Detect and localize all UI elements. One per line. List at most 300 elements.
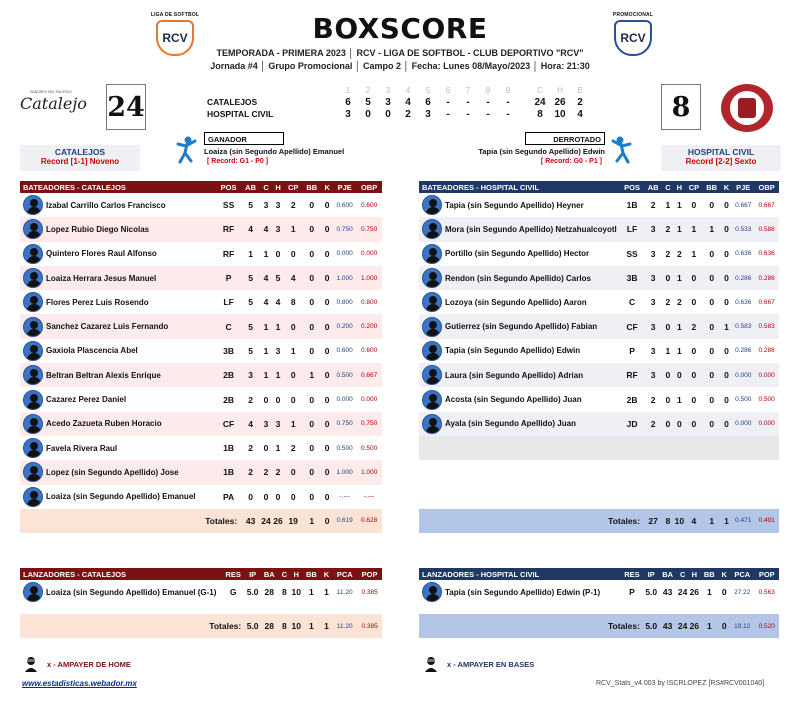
player-name: Mora (sin Segundo Apellido) Netzahualcoyotl bbox=[445, 224, 617, 234]
player-avatar-icon bbox=[422, 365, 442, 385]
player-row bbox=[20, 387, 382, 411]
stat-cell: 2 bbox=[275, 467, 281, 478]
player-row bbox=[20, 339, 382, 363]
player-name: Tapia (sin Segundo Apellido) Edwin bbox=[445, 346, 581, 356]
rhe-value: 8 bbox=[537, 108, 543, 120]
stat-cell: 0 bbox=[709, 273, 715, 284]
stat-cell: 0 bbox=[290, 321, 296, 332]
totals-value: 0.491 bbox=[758, 517, 775, 525]
inning-runs: - bbox=[486, 96, 490, 108]
inning-number: 1 bbox=[345, 86, 351, 95]
stat-cell: 0 bbox=[309, 491, 315, 502]
stat-cell: 4 bbox=[263, 273, 269, 284]
stat-cell: 2 bbox=[677, 297, 682, 308]
stat-cell: 0.800 bbox=[360, 298, 378, 306]
totals-value: 5.0 bbox=[645, 621, 658, 632]
inning-runs: 2 bbox=[405, 108, 411, 120]
stat-cell: 2B bbox=[223, 370, 235, 381]
totals-value: 4 bbox=[691, 515, 697, 526]
inning-runs: 3 bbox=[425, 108, 431, 120]
stat-cell: 8 bbox=[282, 587, 287, 598]
totals-value: 1 bbox=[309, 621, 314, 632]
column-header: BB bbox=[302, 568, 321, 580]
column-header: BB bbox=[302, 181, 321, 193]
stat-cell: 0.636 bbox=[758, 250, 775, 258]
pitching-table-home bbox=[20, 568, 382, 638]
stat-cell: 1B bbox=[223, 443, 235, 454]
stat-cell: 0 bbox=[324, 370, 330, 381]
stat-cell: 0 bbox=[324, 297, 330, 308]
stat-cell: 1 bbox=[677, 394, 682, 405]
player-name: Lozoya (sin Segundo Apellido) Aaron bbox=[445, 297, 587, 307]
loser-label: DERROTADO bbox=[525, 132, 605, 145]
totals-value: 0 bbox=[324, 515, 330, 526]
stat-cell: 0 bbox=[709, 418, 715, 429]
totals-value: 19.12 bbox=[734, 622, 751, 630]
player-photo bbox=[419, 387, 445, 411]
stat-cell: 4 bbox=[275, 297, 281, 308]
stat-cell: 0 bbox=[691, 394, 697, 405]
player-avatar-icon bbox=[422, 195, 442, 215]
inning-runs: - bbox=[486, 108, 490, 120]
stat-cell: RF bbox=[222, 248, 235, 259]
inning-number: 2 bbox=[365, 86, 371, 95]
stat-cell: 2 bbox=[665, 224, 671, 235]
stat-cell: 0.800 bbox=[336, 298, 353, 306]
column-header: RES bbox=[221, 568, 245, 580]
catalejo-logo: SABORES DEL PACIFICO Catalejo bbox=[20, 90, 87, 113]
stat-cell: 0 bbox=[691, 345, 697, 356]
stat-cell: 0.500 bbox=[336, 371, 353, 379]
stat-cell: 1 bbox=[677, 321, 682, 332]
player-avatar-icon bbox=[23, 195, 43, 215]
stat-cell: 2 bbox=[248, 467, 253, 478]
totals-value: 5.0 bbox=[246, 621, 259, 632]
stat-cell: 0.533 bbox=[735, 225, 752, 233]
player-row bbox=[419, 242, 779, 266]
player-avatar-icon bbox=[23, 390, 43, 410]
stat-cell: 0 bbox=[724, 248, 729, 259]
winner-name: Loaiza (sin Segundo Apellido) Emanuel bbox=[204, 147, 345, 156]
rhe-value: 4 bbox=[577, 108, 583, 120]
batting-table-home bbox=[20, 181, 382, 533]
player-avatar-icon bbox=[422, 268, 442, 288]
stat-cell: 0 bbox=[309, 224, 315, 235]
pitcher-icon bbox=[174, 135, 200, 165]
inning-number: 3 bbox=[385, 86, 391, 95]
stat-cell: LF bbox=[223, 297, 234, 308]
totals-label: Totales: bbox=[205, 515, 238, 526]
totals-value: 26 bbox=[273, 515, 283, 526]
player-photo bbox=[20, 412, 46, 436]
player-photo bbox=[20, 485, 46, 509]
column-header: C bbox=[260, 181, 272, 193]
stat-cell: 0.500 bbox=[735, 396, 752, 404]
season-line: TEMPORADA - PRIMERA 2023 │ RCV - LIGA DE SOFTBOL - CLUB DEPORTIVO "RCV" bbox=[216, 48, 584, 58]
linescore bbox=[207, 86, 607, 120]
column-header: OBP bbox=[754, 181, 779, 193]
linescore-team: CATALEJOS bbox=[207, 97, 258, 107]
stat-cell: 0 bbox=[691, 370, 697, 381]
column-header: C bbox=[677, 568, 689, 580]
table-title: LANZADORES - HOSPITAL CIVIL bbox=[419, 568, 620, 580]
stat-cell: 27.22 bbox=[734, 588, 751, 596]
column-header: C bbox=[279, 568, 291, 580]
player-name: Flores Perez Luis Rosendo bbox=[46, 297, 149, 307]
column-header: CP bbox=[284, 181, 302, 193]
player-row bbox=[20, 266, 382, 290]
player-row bbox=[20, 485, 382, 509]
stat-cell: 3 bbox=[263, 200, 269, 211]
umpire-icon bbox=[424, 656, 438, 672]
pitcher-name: Tapia (sin Segundo Apellido) Edwin (P-1) bbox=[445, 587, 601, 597]
stat-cell: 11.20 bbox=[336, 588, 353, 596]
column-header: IP bbox=[644, 568, 659, 580]
player-photo bbox=[419, 266, 445, 290]
stat-cell: 0.000 bbox=[336, 396, 353, 404]
stat-cell: 5 bbox=[248, 321, 253, 332]
stat-cell: 0.600 bbox=[336, 347, 353, 355]
stat-cell: 43 bbox=[662, 587, 673, 598]
player-name: Favela Rivera Raul bbox=[46, 443, 118, 453]
stat-cell: 3 bbox=[650, 321, 656, 332]
stat-cell: 0 bbox=[677, 370, 682, 381]
player-avatar-icon bbox=[422, 219, 442, 239]
stat-cell: SS bbox=[626, 248, 638, 259]
website-link[interactable]: www.estadisticas.webador.mx bbox=[22, 679, 137, 688]
player-photo bbox=[20, 580, 46, 604]
game-info-line: Jornada #4 │ Grupo Promocional │ Campo 2 │ Fecha: Lunes 08/Mayo/2023 │ Hora: 21:30 bbox=[210, 61, 590, 71]
stat-cell: 0 bbox=[709, 297, 715, 308]
column-header: K bbox=[721, 181, 732, 193]
stat-cell: 0.500 bbox=[758, 396, 775, 404]
player-avatar-icon bbox=[422, 244, 442, 264]
stat-cell: 0.667 bbox=[758, 201, 775, 209]
stat-cell: 0 bbox=[275, 394, 281, 405]
stat-cell: 0.667 bbox=[758, 298, 775, 306]
stat-cell: 0.200 bbox=[360, 323, 378, 331]
stat-cell: 0 bbox=[290, 394, 296, 405]
stat-cell: JD bbox=[626, 418, 638, 429]
stat-cell: 2B bbox=[223, 394, 235, 405]
stat-cell: 2 bbox=[665, 248, 671, 259]
stat-cell: 1 bbox=[724, 321, 729, 332]
player-row bbox=[419, 363, 779, 387]
stat-cell: 3 bbox=[275, 200, 281, 211]
table-header-row bbox=[419, 568, 779, 580]
pitcher-row bbox=[20, 580, 382, 604]
table-title: BATEADORES - HOSPITAL CIVIL bbox=[419, 181, 620, 193]
stat-cell: 0.000 bbox=[735, 420, 752, 428]
player-name: Gutierrez (sin Segundo Apellido) Fabian bbox=[445, 322, 598, 332]
player-name: Rendon (sin Segundo Apellido) Carlos bbox=[445, 273, 591, 283]
stat-cell: 0 bbox=[290, 467, 296, 478]
inning-runs: 5 bbox=[365, 96, 371, 108]
pitcher-row bbox=[419, 580, 779, 604]
player-row bbox=[20, 412, 382, 436]
column-header: RES bbox=[620, 568, 644, 580]
player-row bbox=[20, 460, 382, 484]
stat-cell: 0.000 bbox=[758, 371, 775, 379]
stat-cell: 0.563 bbox=[758, 588, 775, 596]
totals-row bbox=[419, 614, 779, 638]
stat-cell: 5 bbox=[248, 297, 253, 308]
player-name: Acosta (sin Segundo Apellido) Juan bbox=[445, 395, 582, 405]
stat-cell: 0 bbox=[324, 491, 330, 502]
stat-cell: 0 bbox=[665, 370, 671, 381]
totals-value: 43 bbox=[662, 621, 673, 632]
stat-cell: 0.583 bbox=[735, 323, 752, 331]
stat-cell: 1 bbox=[665, 200, 671, 211]
player-avatar-icon bbox=[23, 317, 43, 337]
column-header: POP bbox=[755, 568, 779, 580]
away-team-card: HOSPITAL CIVIL Record [2-2] Sexto bbox=[661, 145, 781, 171]
stat-cell: 2 bbox=[290, 200, 296, 211]
player-avatar-icon bbox=[23, 292, 43, 312]
player-photo bbox=[20, 339, 46, 363]
rhe-header: E bbox=[577, 86, 583, 95]
stat-cell: 0 bbox=[324, 273, 330, 284]
stat-cell: 5 bbox=[248, 273, 253, 284]
player-photo bbox=[419, 580, 445, 604]
stat-cell: 1 bbox=[263, 248, 269, 259]
stat-cell: 0.667 bbox=[360, 371, 378, 379]
winner-label: GANADOR bbox=[204, 132, 284, 145]
stat-cell: 2 bbox=[650, 418, 656, 429]
stat-cell: 0 bbox=[691, 418, 697, 429]
player-photo bbox=[419, 363, 445, 387]
inning-runs: - bbox=[506, 96, 510, 108]
stat-cell: 1 bbox=[691, 248, 697, 259]
stat-cell: 1B bbox=[223, 467, 235, 478]
stat-cell: 10 bbox=[291, 587, 301, 598]
stat-cell: -.--- bbox=[339, 493, 350, 501]
stat-cell: 0.286 bbox=[758, 347, 775, 355]
player-avatar-icon bbox=[422, 390, 442, 410]
player-photo bbox=[419, 314, 445, 338]
stat-cell: 0 bbox=[665, 394, 671, 405]
table-title: BATEADORES - CATALEJOS bbox=[20, 181, 216, 193]
stat-cell: 0.500 bbox=[336, 444, 353, 452]
stat-cell: -.--- bbox=[363, 493, 375, 501]
player-avatar-icon bbox=[23, 219, 43, 239]
stat-cell: 1 bbox=[706, 587, 712, 598]
column-header: H bbox=[674, 181, 686, 193]
stat-cell: 0 bbox=[724, 297, 729, 308]
totals-value: 1 bbox=[706, 621, 712, 632]
stat-cell: 0 bbox=[309, 418, 315, 429]
totals-value: 0.520 bbox=[758, 622, 775, 630]
stat-cell: 0 bbox=[709, 200, 715, 211]
stat-cell: 0 bbox=[677, 418, 682, 429]
stat-cell: 0 bbox=[275, 248, 281, 259]
player-name: Quintero Flores Raul Alfonso bbox=[46, 249, 157, 259]
stat-cell: 1 bbox=[691, 224, 697, 235]
player-avatar-icon bbox=[23, 341, 43, 361]
player-avatar-icon bbox=[23, 462, 43, 482]
stat-cell: 0 bbox=[709, 394, 715, 405]
stat-cell: 0 bbox=[263, 443, 269, 454]
stat-cell: 8 bbox=[290, 297, 296, 308]
player-name: Lopez Rubio Diego Nicolas bbox=[46, 224, 150, 234]
column-header: BB bbox=[703, 181, 721, 193]
stat-cell: 3 bbox=[650, 345, 656, 356]
stat-cell: RF bbox=[222, 224, 235, 235]
winner-record: [ Record: G1 - P0 ] bbox=[207, 158, 269, 165]
stat-cell: 3 bbox=[263, 418, 269, 429]
stat-cell: 0 bbox=[665, 273, 671, 284]
stat-cell: 0 bbox=[724, 200, 729, 211]
stat-cell: 0 bbox=[248, 491, 253, 502]
stat-cell: 5.0 bbox=[645, 587, 658, 598]
stat-cell: P bbox=[629, 587, 635, 598]
player-name: Acedo Zazueta Ruben Horacio bbox=[46, 419, 162, 429]
stat-cell: CF bbox=[222, 418, 235, 429]
rhe-value: 24 bbox=[534, 96, 546, 108]
stat-cell: 0 bbox=[309, 248, 315, 259]
stat-cell: 0.000 bbox=[360, 396, 378, 404]
linescore-team: HOSPITAL CIVIL bbox=[207, 109, 274, 119]
stat-cell: 0.750 bbox=[336, 225, 353, 233]
stat-cell: 0.600 bbox=[336, 201, 353, 209]
stat-cell: 0.000 bbox=[735, 371, 752, 379]
stat-cell: 0 bbox=[309, 443, 315, 454]
totals-row bbox=[20, 509, 382, 533]
totals-value: 0 bbox=[721, 621, 727, 632]
stat-cell: 0 bbox=[309, 467, 315, 478]
stat-cell: 0.286 bbox=[735, 274, 752, 282]
stat-cell: 1 bbox=[324, 587, 329, 598]
totals-row bbox=[419, 509, 779, 533]
stat-cell: 5 bbox=[248, 200, 253, 211]
stat-cell: 1 bbox=[665, 345, 671, 356]
stat-cell: 3 bbox=[248, 370, 253, 381]
stat-cell: 0.750 bbox=[360, 420, 378, 428]
player-name: Cazarez Perez Daniel bbox=[46, 395, 127, 405]
inning-number: 7 bbox=[465, 86, 471, 95]
stat-cell: 26 bbox=[689, 587, 700, 598]
stat-cell: 0 bbox=[324, 394, 330, 405]
column-header: IP bbox=[245, 568, 260, 580]
stat-cell: 0.286 bbox=[735, 347, 752, 355]
stat-cell: 0 bbox=[309, 273, 315, 284]
stat-cell: 2B bbox=[626, 394, 638, 405]
rhe-value: 10 bbox=[554, 108, 566, 120]
column-header: POS bbox=[620, 181, 644, 193]
home-team-card: CATALEJOS Record [1-1] Noveno bbox=[20, 145, 140, 171]
player-row bbox=[419, 217, 779, 241]
column-header: C bbox=[662, 181, 673, 193]
stat-cell: 0 bbox=[263, 394, 269, 405]
totals-value: 1 bbox=[724, 515, 729, 526]
column-header: BA bbox=[659, 568, 677, 580]
stat-cell: 1 bbox=[290, 345, 296, 356]
totals-value: 24 bbox=[261, 515, 271, 526]
player-row bbox=[20, 193, 382, 217]
stat-cell: 1 bbox=[290, 418, 296, 429]
player-row bbox=[419, 193, 779, 217]
player-avatar-icon bbox=[23, 414, 43, 434]
column-header: H bbox=[290, 568, 302, 580]
column-header: POP bbox=[357, 568, 382, 580]
linescore-row bbox=[207, 108, 607, 120]
hospital-civil-logo-icon bbox=[721, 84, 773, 132]
stat-cell: 0 bbox=[691, 200, 697, 211]
stat-cell: 2 bbox=[650, 200, 656, 211]
stat-cell: 3 bbox=[650, 273, 656, 284]
rcv-shield-icon: RCV bbox=[614, 20, 652, 56]
player-name: Loaiza Herrara Jesus Manuel bbox=[46, 273, 157, 283]
player-photo bbox=[419, 217, 445, 241]
stat-cell: 4 bbox=[248, 224, 253, 235]
totals-value: 24 bbox=[677, 621, 688, 632]
player-photo bbox=[20, 387, 46, 411]
player-photo bbox=[20, 460, 46, 484]
player-avatar-icon bbox=[422, 341, 442, 361]
totals-value: 0.619 bbox=[336, 517, 353, 525]
stat-cell: C bbox=[628, 297, 636, 308]
column-header: K bbox=[321, 568, 333, 580]
player-row bbox=[419, 290, 779, 314]
totals-value: 1 bbox=[709, 515, 715, 526]
player-photo bbox=[20, 266, 46, 290]
stat-cell: 0 bbox=[709, 345, 715, 356]
stat-cell: 24 bbox=[677, 587, 688, 598]
player-row bbox=[419, 266, 779, 290]
inning-runs: 3 bbox=[385, 96, 391, 108]
stat-cell: 0.000 bbox=[336, 250, 353, 258]
stat-cell: 0.667 bbox=[735, 201, 752, 209]
stat-cell: P bbox=[225, 273, 232, 284]
base-umpire: x - AMPAYER EN BASES bbox=[447, 660, 535, 669]
totals-value: 0.628 bbox=[360, 517, 378, 525]
player-photo bbox=[20, 217, 46, 241]
totals-value: 1 bbox=[324, 621, 329, 632]
pitcher-name: Loaiza (sin Segundo Apellido) Emanuel (G-1) bbox=[46, 587, 217, 597]
totals-value: 8 bbox=[282, 621, 287, 632]
player-name: Izabal Carrillo Carlos Francisco bbox=[46, 200, 166, 210]
stat-cell: 1 bbox=[263, 345, 269, 356]
stat-cell: 0.286 bbox=[758, 274, 775, 282]
totals-row bbox=[20, 614, 382, 638]
stat-cell: SS bbox=[222, 200, 235, 211]
stat-cell: 0 bbox=[324, 248, 330, 259]
stat-cell: 1 bbox=[677, 273, 682, 284]
stat-cell: 0.636 bbox=[735, 250, 752, 258]
stat-cell: 0 bbox=[724, 418, 729, 429]
stat-cell: 2 bbox=[677, 248, 682, 259]
stat-cell: 1 bbox=[677, 224, 682, 235]
stat-cell: 0 bbox=[724, 370, 729, 381]
stat-cell: RF bbox=[626, 370, 638, 381]
column-header: PJE bbox=[732, 181, 754, 193]
player-name: Beltran Beltran Alexis Enrique bbox=[46, 370, 161, 380]
player-name: Ayala (sin Segundo Apellido) Juan bbox=[445, 419, 576, 429]
stat-cell: G bbox=[229, 587, 237, 598]
rhe-header: C bbox=[537, 86, 543, 95]
inning-runs: - bbox=[466, 108, 470, 120]
player-avatar-icon bbox=[422, 317, 442, 337]
stat-cell: 0 bbox=[309, 321, 315, 332]
player-photo bbox=[419, 242, 445, 266]
stat-cell: 0 bbox=[309, 345, 315, 356]
stat-cell: 0 bbox=[290, 491, 296, 502]
player-name: Lopez (sin Segundo Apellido) Jose bbox=[46, 467, 179, 477]
rhe-value: 2 bbox=[577, 96, 583, 108]
stat-cell: PA bbox=[223, 491, 235, 502]
stat-cell: 5 bbox=[248, 345, 253, 356]
column-header: H bbox=[272, 181, 284, 193]
